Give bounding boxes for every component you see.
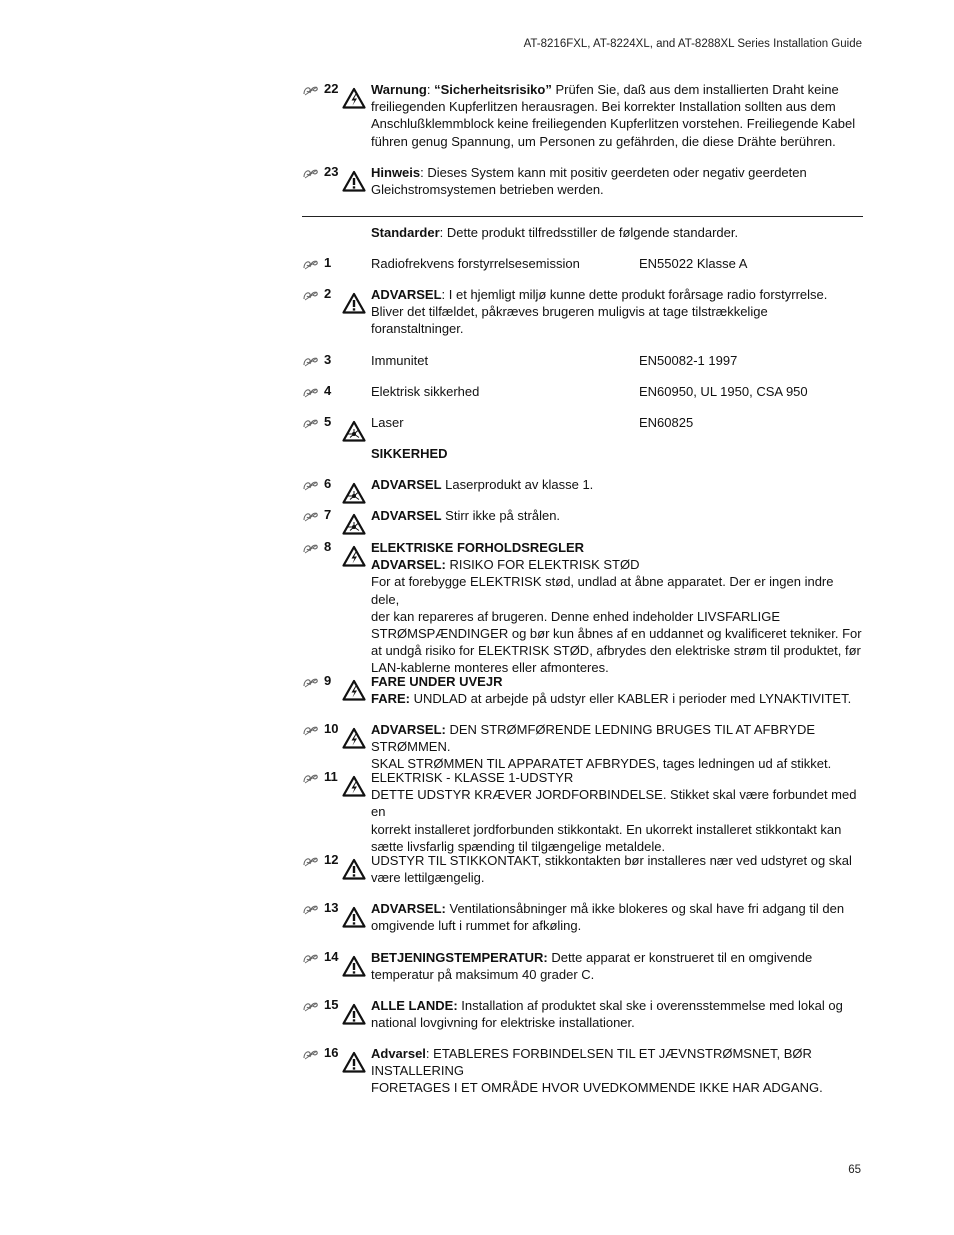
text-run: Radiofrekvens forstyrrelsesemission — [371, 256, 580, 271]
text-line — [371, 1014, 863, 1031]
bold-run: FARE: — [371, 691, 410, 707]
text-line — [371, 869, 863, 886]
bold-run: Hinweis — [371, 165, 421, 180]
text-run: : — [426, 82, 435, 97]
text-line — [371, 539, 863, 556]
text-line — [371, 786, 863, 820]
warning-text — [371, 673, 863, 707]
text-line — [371, 556, 863, 573]
warning-text — [371, 507, 863, 524]
running-header: AT-8216FXL, AT-8224XL, and AT-8288XL Series Installation Guide — [523, 38, 862, 50]
translation-marker-icon — [302, 673, 320, 689]
text-run: Laserprodukt av klasse 1. — [441, 477, 594, 492]
text-run: korrekt installeret jordforbunden stikkontakt. En ukorrekt installeret stikkontakt kan — [371, 821, 842, 837]
translation-marker-icon — [302, 164, 320, 180]
text-line — [371, 852, 863, 869]
warning-text — [371, 900, 863, 934]
warning-icon — [342, 1051, 366, 1073]
laser-warning-icon — [342, 482, 366, 504]
standard-code: EN50082-1 1997 — [639, 353, 738, 368]
warning-electric-icon — [342, 679, 366, 701]
translation-marker-icon — [302, 997, 320, 1013]
warning-text — [371, 721, 863, 773]
warning-number: 7 — [324, 507, 332, 522]
text-run: Dette apparat er konstrueret til en omgivende — [547, 950, 813, 965]
text-run: ELEKTRISK - KLASSE 1-UDSTYR — [371, 770, 574, 785]
text-line — [371, 673, 863, 690]
text-run: Bliver det tilfældet, påkræves brugeren muligvis at tage tilstrækkelige — [371, 304, 768, 320]
text-run: der kan repareres af brugeren. Denne enhed indeholder LIVSFARLIGE — [371, 608, 781, 624]
text-line — [371, 769, 863, 786]
bold-run: ADVARSEL — [371, 287, 442, 302]
text-line — [371, 507, 863, 524]
bold-run: ALLE LANDE: — [371, 998, 458, 1013]
warning-number: 23 — [324, 164, 339, 179]
text-run: Anschlußklemmblock keine freiliegenden Kupferlitzen vorstehen. Freiliegende Kabel — [371, 116, 856, 132]
text-run: Ventilationsåbninger må ikke blokeres og skal have fri adgang til den — [445, 901, 845, 916]
bold-run: Warnung — [371, 82, 427, 97]
warning-icon — [342, 955, 366, 977]
text-line — [371, 181, 863, 198]
text-run: For at forebygge ELEKTRISK stød, undlad at åbne apparatet. Der er ingen indre dele, — [371, 574, 834, 607]
text-run: UNDLAD at arbejde på udstyr eller KABLER i perioder med LYNAKTIVITET. — [410, 691, 852, 707]
warning-icon — [342, 292, 366, 314]
warning-text — [371, 539, 863, 677]
text-run: omgivende luft i rummet for afkøling. — [371, 918, 582, 934]
warning-number: 13 — [324, 900, 339, 915]
text-line — [371, 445, 863, 462]
warning-icon — [342, 170, 366, 192]
warning-text — [371, 81, 863, 150]
warning-number: 22 — [324, 81, 339, 96]
text-line — [371, 115, 863, 132]
translation-marker-icon — [302, 81, 320, 97]
warning-number: 4 — [324, 383, 332, 398]
warning-text — [371, 1045, 863, 1097]
text-run: at undgå risiko for ELEKTRISK STØD, afbrydes den elektriske strøm til produktet, før — [371, 643, 861, 659]
text-run: DETTE UDSTYR KRÆVER JORDFORBINDELSE. Stikket skal være forbundet med en — [371, 787, 857, 820]
page-number: 65 — [848, 1164, 861, 1176]
warning-text — [371, 769, 863, 855]
warning-number: 1 — [324, 255, 332, 270]
warning-number: 5 — [324, 414, 332, 429]
bold-run: ADVARSEL: — [371, 557, 446, 573]
standard-code: EN60950, UL 1950, CSA 950 — [639, 384, 808, 399]
section-divider — [302, 216, 863, 217]
warning-number: 15 — [324, 997, 339, 1012]
warning-icon — [342, 1003, 366, 1025]
translation-marker-icon — [302, 769, 320, 785]
warning-number: 6 — [324, 476, 332, 491]
bold-run: “Sicherheitsrisiko” — [434, 82, 552, 97]
bold-run: ADVARSEL — [371, 508, 442, 523]
warning-electric-icon — [342, 545, 366, 567]
text-run: : Dieses System kann mit positiv geerdeten oder negativ geerdeten — [420, 165, 807, 180]
translation-marker-icon — [302, 949, 320, 965]
text-run: FORETAGES I ET OMRÅDE HVOR UVEDKOMMENDE IKKE HAR ADGANG. — [371, 1080, 823, 1096]
text-run: UDSTYR TIL STIKKONTAKT, stikkontakten bør installeres nær ved udstyret og skal — [371, 853, 852, 868]
translation-marker-icon — [302, 383, 320, 399]
text-line — [371, 625, 863, 642]
text-run: Laser — [371, 415, 404, 430]
text-run: : I et hjemligt miljø kunne dette produkt forårsage radio forstyrrelse. — [441, 287, 828, 302]
warning-text — [371, 445, 863, 462]
text-line — [371, 352, 863, 369]
warning-text — [371, 949, 863, 983]
warning-number: 14 — [324, 949, 339, 964]
bold-run: FARE UNDER UVEJR — [371, 674, 503, 689]
text-run: führen genug Spannung, um Personen zu gefährden, die diese Drähte berühren. — [371, 133, 836, 149]
text-run: Immunitet — [371, 353, 429, 368]
warning-number: 8 — [324, 539, 332, 554]
bold-run: SIKKERHED — [371, 446, 448, 461]
text-line — [371, 303, 863, 320]
standard-code: EN60825 — [639, 415, 694, 430]
warning-text — [371, 997, 863, 1031]
warning-icon — [342, 858, 366, 880]
laser-warning-icon — [342, 513, 366, 535]
text-run: RISIKO FOR ELEKTRISK STØD — [445, 557, 640, 573]
bold-run: ADVARSEL — [371, 477, 442, 492]
translation-marker-icon — [302, 476, 320, 492]
text-run: SKAL STRØMMEN TIL APPARATET AFBRYDES, tages ledningen ud af stikket. — [371, 756, 832, 772]
text-line — [371, 164, 863, 181]
text-line — [371, 1079, 863, 1096]
warning-text — [371, 852, 863, 886]
text-run: DEN STRØMFØRENDE LEDNING BRUGES TIL AT AFBRYDE STRØMMEN. — [371, 722, 816, 755]
translation-marker-icon — [302, 721, 320, 737]
warning-electric-icon — [342, 727, 366, 749]
warning-text — [371, 414, 863, 431]
text-line — [371, 900, 863, 917]
translation-marker-icon — [302, 414, 320, 430]
text-run: national lovgivning for elektriske installationer. — [371, 1015, 635, 1031]
standard-code: EN55022 Klasse A — [639, 256, 748, 271]
translation-marker-icon — [302, 900, 320, 916]
text-line — [371, 608, 863, 625]
text-line — [371, 917, 863, 934]
warning-number: 11 — [324, 769, 338, 784]
text-run: Gleichstromsystemen betrieben werden. — [371, 182, 604, 198]
text-line — [371, 949, 863, 966]
text-line — [371, 98, 863, 115]
warning-number: 9 — [324, 673, 332, 688]
warning-electric-icon — [342, 87, 366, 109]
standards-intro-label: Standarder — [371, 225, 440, 240]
text-line — [371, 821, 863, 838]
text-line — [371, 476, 863, 493]
bold-run: ELEKTRISKE FORHOLDSREGLER — [371, 540, 585, 555]
text-run: sætte livsfarlig spænding til tilgængelige metaldele. — [371, 838, 666, 854]
warning-text — [371, 255, 863, 272]
warning-text — [371, 476, 863, 493]
warning-text — [371, 164, 863, 198]
warning-icon — [342, 906, 366, 928]
laser-warning-icon — [342, 420, 366, 442]
text-run: STRØMSPÆNDINGER og bør kun åbnes af en uddannet og kvalificeret tekniker. For — [371, 626, 862, 642]
bold-run: ADVARSEL: — [371, 722, 446, 737]
text-run: Stirr ikke på strålen. — [441, 508, 561, 523]
translation-marker-icon — [302, 286, 320, 302]
translation-marker-icon — [302, 852, 320, 868]
text-line — [371, 414, 863, 431]
text-line — [371, 286, 863, 303]
text-line — [371, 642, 863, 659]
text-line — [371, 690, 863, 707]
text-line — [371, 573, 863, 607]
text-run: Prüfen Sie, daß aus dem installierten Draht keine — [551, 82, 839, 97]
translation-marker-icon — [302, 507, 320, 523]
translation-marker-icon — [302, 1045, 320, 1061]
translation-marker-icon — [302, 539, 320, 555]
warning-electric-icon — [342, 775, 366, 797]
translation-marker-icon — [302, 352, 320, 368]
text-line — [371, 255, 863, 272]
standards-intro-body: : Dette produkt tilfredsstiller de følgende standarder. — [439, 225, 739, 240]
translation-marker-icon — [302, 255, 320, 271]
warning-text — [371, 352, 863, 369]
text-line — [371, 320, 863, 337]
bold-run: ADVARSEL: — [371, 901, 446, 916]
warning-number: 16 — [324, 1045, 339, 1060]
bold-run: Advarsel — [371, 1046, 426, 1061]
text-run: foranstaltninger. — [371, 321, 464, 337]
warning-number: 2 — [324, 286, 332, 301]
text-line — [371, 81, 863, 98]
warning-number: 12 — [324, 852, 339, 867]
text-line — [371, 966, 863, 983]
warning-number: 3 — [324, 352, 332, 367]
text-line — [371, 997, 863, 1014]
warning-text — [371, 286, 863, 338]
bold-run: BETJENINGSTEMPERATUR: — [371, 950, 548, 965]
text-run: Installation af produktet skal ske i overensstemmelse med lokal og — [457, 998, 843, 1013]
text-run: freiliegenden Kupferlitzen herausragen. Bei korrekter Installation sollten aus dem — [371, 99, 836, 115]
text-run: være lettilgængelig. — [371, 870, 485, 886]
warning-number: 10 — [324, 721, 339, 736]
text-line — [371, 1045, 863, 1079]
text-line — [371, 721, 863, 755]
text-run: : ETABLERES FORBINDELSEN TIL ET JÆVNSTRØMSNET, BØR INSTALLERING — [371, 1046, 812, 1079]
text-line — [371, 133, 863, 150]
standards-intro-text — [371, 224, 863, 241]
text-run: LAN-kablerne monteres eller afmonteres. — [371, 660, 609, 676]
text-run: temperatur på maksimum 40 grader C. — [371, 967, 595, 983]
text-run: Elektrisk sikkerhed — [371, 384, 480, 399]
